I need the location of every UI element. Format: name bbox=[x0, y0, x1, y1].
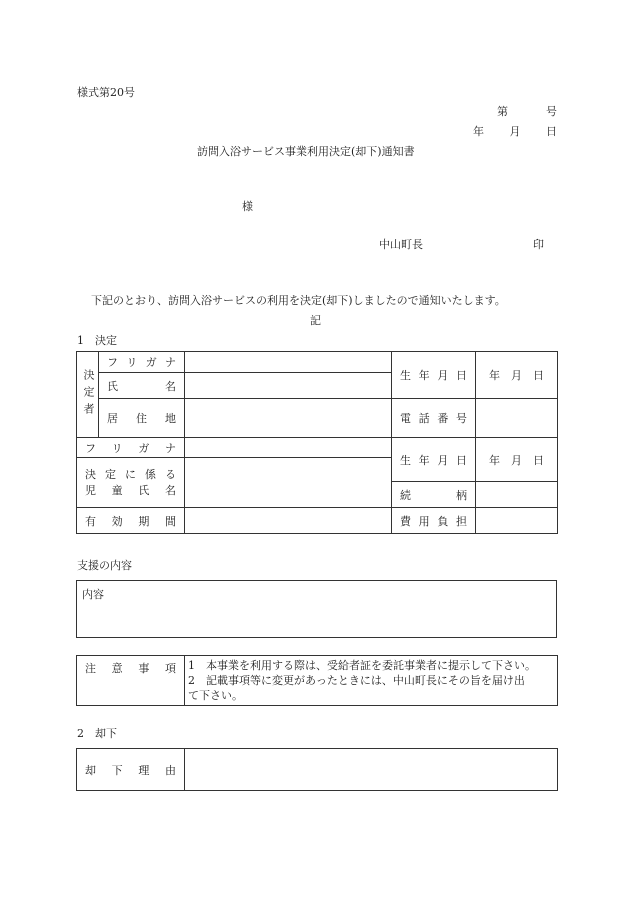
birthdate-label bbox=[392, 352, 476, 399]
cost-burden-label bbox=[392, 508, 476, 534]
validity-period-label bbox=[77, 508, 185, 534]
name-value[interactable] bbox=[185, 373, 392, 399]
child-birthdate-label bbox=[392, 438, 476, 482]
support-content-box[interactable] bbox=[76, 580, 557, 638]
notes-item-1: 1 本事業を利用する際は、受給者証を委託事業者に提示して下さい。 bbox=[188, 659, 536, 672]
notes-item-2: 2 記載事項等に変更があったときには、中山町長にその旨を届け出 bbox=[188, 674, 525, 687]
child1-text: 決 定 に 係 る bbox=[85, 467, 176, 481]
date-day: 日 bbox=[546, 125, 557, 138]
seinen2-text: 生 年 月 日 bbox=[400, 453, 467, 467]
notes-item-2-cont: て下さい。 bbox=[188, 689, 243, 702]
furigana-label bbox=[99, 352, 185, 373]
rejection-reason-label bbox=[77, 749, 185, 791]
name-label bbox=[99, 373, 185, 399]
phone-value[interactable] bbox=[476, 399, 558, 438]
notes-label bbox=[77, 656, 185, 706]
support-content-label: 内容 bbox=[82, 588, 104, 601]
notes1-text: 注 意 事 項 bbox=[85, 662, 176, 675]
hiyo1-text: 費 用 負 担 bbox=[400, 514, 467, 528]
child2-text: 児 童 氏 名 bbox=[85, 483, 176, 497]
phone-label bbox=[392, 399, 476, 438]
section-2-heading: 2 却下 bbox=[77, 727, 117, 740]
doc-number bbox=[497, 103, 557, 119]
date-month: 月 bbox=[509, 125, 521, 138]
rejection-table bbox=[76, 748, 558, 791]
seinen1-text: 生 年 月 日 bbox=[400, 369, 467, 382]
ki-heading: 記 bbox=[310, 314, 321, 327]
child-furigana-value[interactable] bbox=[185, 438, 392, 458]
issue-date bbox=[473, 123, 557, 139]
birthdate-value[interactable]: 年 月 日 bbox=[476, 352, 558, 399]
jusho1-text: 居 住 地 bbox=[107, 412, 176, 425]
support-heading: 支援の内容 bbox=[77, 559, 132, 572]
zokugara1-text: 続 柄 bbox=[400, 488, 467, 502]
relation-label bbox=[392, 482, 476, 508]
validity-period-value[interactable] bbox=[185, 508, 392, 534]
child-name-label bbox=[77, 458, 185, 508]
issuer-name: 中山町長 bbox=[379, 238, 423, 251]
denwa1-text: 電 話 番 号 bbox=[400, 412, 467, 425]
furigana2-text: フ リ ガ ナ bbox=[85, 441, 176, 455]
decision-table bbox=[76, 351, 558, 534]
doc-number-go: 号 bbox=[546, 105, 557, 118]
address-label bbox=[99, 399, 185, 438]
notes-table bbox=[76, 655, 558, 706]
furigana-value[interactable] bbox=[185, 352, 392, 373]
child-furigana-label bbox=[77, 438, 185, 458]
date-year: 年 bbox=[473, 125, 484, 138]
address-value[interactable] bbox=[185, 399, 392, 438]
recipient-suffix: 様 bbox=[242, 200, 253, 213]
notes-content bbox=[185, 656, 558, 706]
child-name-value[interactable] bbox=[185, 458, 392, 508]
yuko1-text: 有 効 期 間 bbox=[85, 514, 176, 528]
seal-mark: 印 bbox=[533, 238, 544, 251]
relation-value[interactable] bbox=[476, 482, 558, 508]
child-birthdate-value[interactable]: 年 月 日 bbox=[476, 438, 558, 482]
form-number: 様式第20号 bbox=[77, 86, 135, 99]
shimei1-text: 氏 名 bbox=[107, 379, 176, 393]
section-1-heading: 1 決定 bbox=[77, 334, 117, 347]
cost-burden-value[interactable] bbox=[476, 508, 558, 534]
body-text: 下記のとおり、訪問入浴サービスの利用を決定(却下)しましたので通知いたします。 bbox=[91, 294, 506, 307]
kyakka1-text: 却 下 理 由 bbox=[85, 763, 176, 777]
furigana1-text: フ リ ガ ナ bbox=[107, 356, 176, 369]
document-title: 訪問入浴サービス事業利用決定(却下)通知書 bbox=[197, 145, 415, 158]
doc-number-dai: 第 bbox=[497, 105, 508, 118]
rejection-reason-value[interactable] bbox=[185, 749, 558, 791]
kettei-sha-label: 決定者 bbox=[77, 352, 99, 438]
